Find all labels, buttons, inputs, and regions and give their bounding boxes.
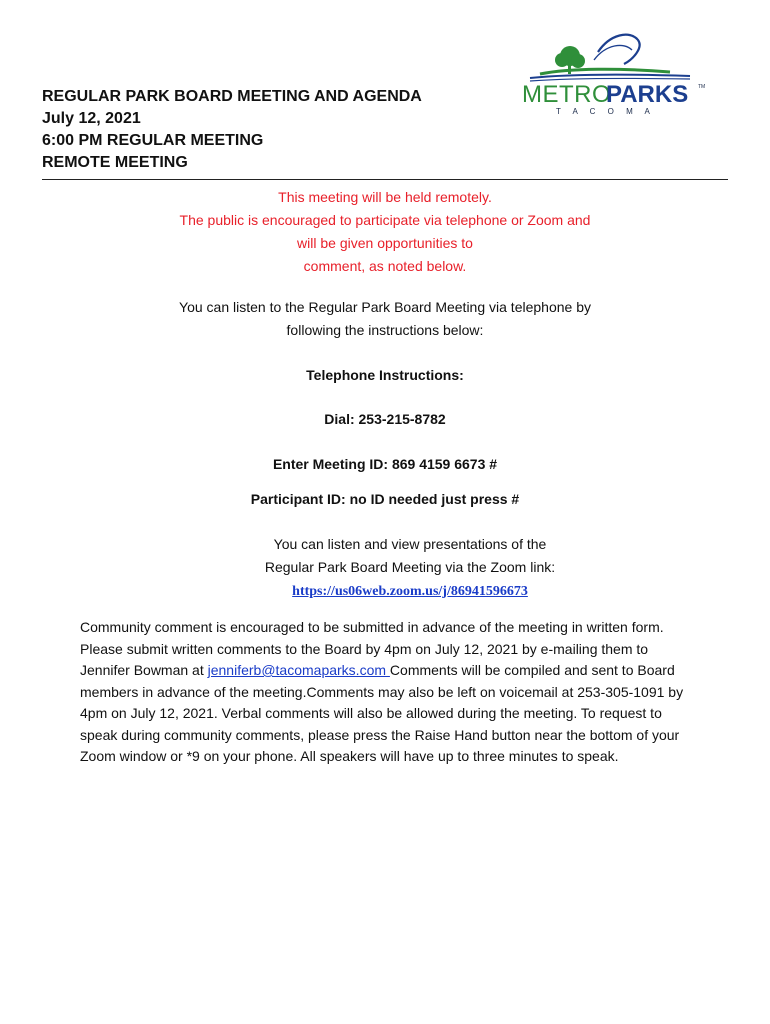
meeting-title: REGULAR PARK BOARD MEETING AND AGENDA (42, 88, 422, 105)
header-divider (42, 179, 728, 180)
community-text-part-2: Comments will be compiled and sent to Board members in advance of the meeting.Comments may also be left on voicemail at 253-305-1091 by 4pm on July 12, 2021. Verbal comments will also be allowed during the meeting. To request to speak during community comments, please press the Raise Hand button near the bottom of your Zoom window or *9 on your phone. All speakers will have up to three minutes to speak. (80, 662, 684, 764)
meeting-time: 6:00 PM REGULAR MEETING (42, 132, 264, 149)
email-link[interactable]: jenniferb@tacomaparks.com (207, 662, 390, 678)
participant-id: Participant ID: no ID needed just press # (250, 491, 520, 507)
community-text-part-1: Community comment is encouraged to be submitted in advance of the meeting in written form. Please submit written comments to the Board by 4pm on July 12, 2021 by e-mailing them to Jennifer Bowman at (80, 619, 664, 678)
telephone-heading: Telephone Instructions: (306, 367, 464, 383)
remote-notice-line-3: will be given opportunities to (297, 235, 473, 251)
metroparks-logo (520, 30, 710, 115)
listen-line-2: following the instructions below: (286, 322, 484, 338)
remote-notice-line-2: The public is encouraged to participate via telephone or Zoom and (179, 212, 591, 228)
meeting-header (42, 86, 482, 174)
logo-water-line (530, 75, 690, 78)
dial-number: Dial: 253-215-8782 (324, 411, 446, 427)
logo-swoosh-inner (594, 45, 632, 60)
logo-grass (540, 69, 670, 74)
logo-trademark: TM (698, 84, 706, 90)
metroparks-logo-graphic (520, 30, 710, 115)
remote-notice-line-1: This meeting will be held remotely. (278, 189, 492, 205)
remote-notice-line-4: comment, as noted below. (303, 258, 467, 274)
logo-parks-text: PARKS (606, 81, 689, 108)
zoom-instructions (200, 533, 620, 603)
logo-tree-left (555, 53, 569, 67)
zoom-line-2: Regular Park Board Meeting via the Zoom link: (264, 559, 556, 575)
remote-notice (100, 186, 670, 278)
listen-line-1: You can listen to the Regular Park Board Meeting via telephone by (179, 299, 591, 315)
meeting-date: July 12, 2021 (42, 110, 141, 127)
logo-swoosh (598, 35, 640, 64)
logo-tree-right (571, 54, 585, 68)
community-comment-paragraph (80, 617, 700, 768)
logo-metro-text: METRO (522, 81, 612, 108)
meeting-type: REMOTE MEETING (42, 154, 188, 171)
listen-instructions (100, 296, 670, 342)
zoom-link[interactable]: https://us06web.zoom.us/j/86941596673 (292, 584, 528, 599)
logo-tacoma-text: T A C O M A (556, 107, 655, 115)
zoom-line-1: You can listen and view presentations of the (273, 536, 547, 552)
meeting-id: Enter Meeting ID: 869 4159 6673 # (272, 456, 498, 472)
